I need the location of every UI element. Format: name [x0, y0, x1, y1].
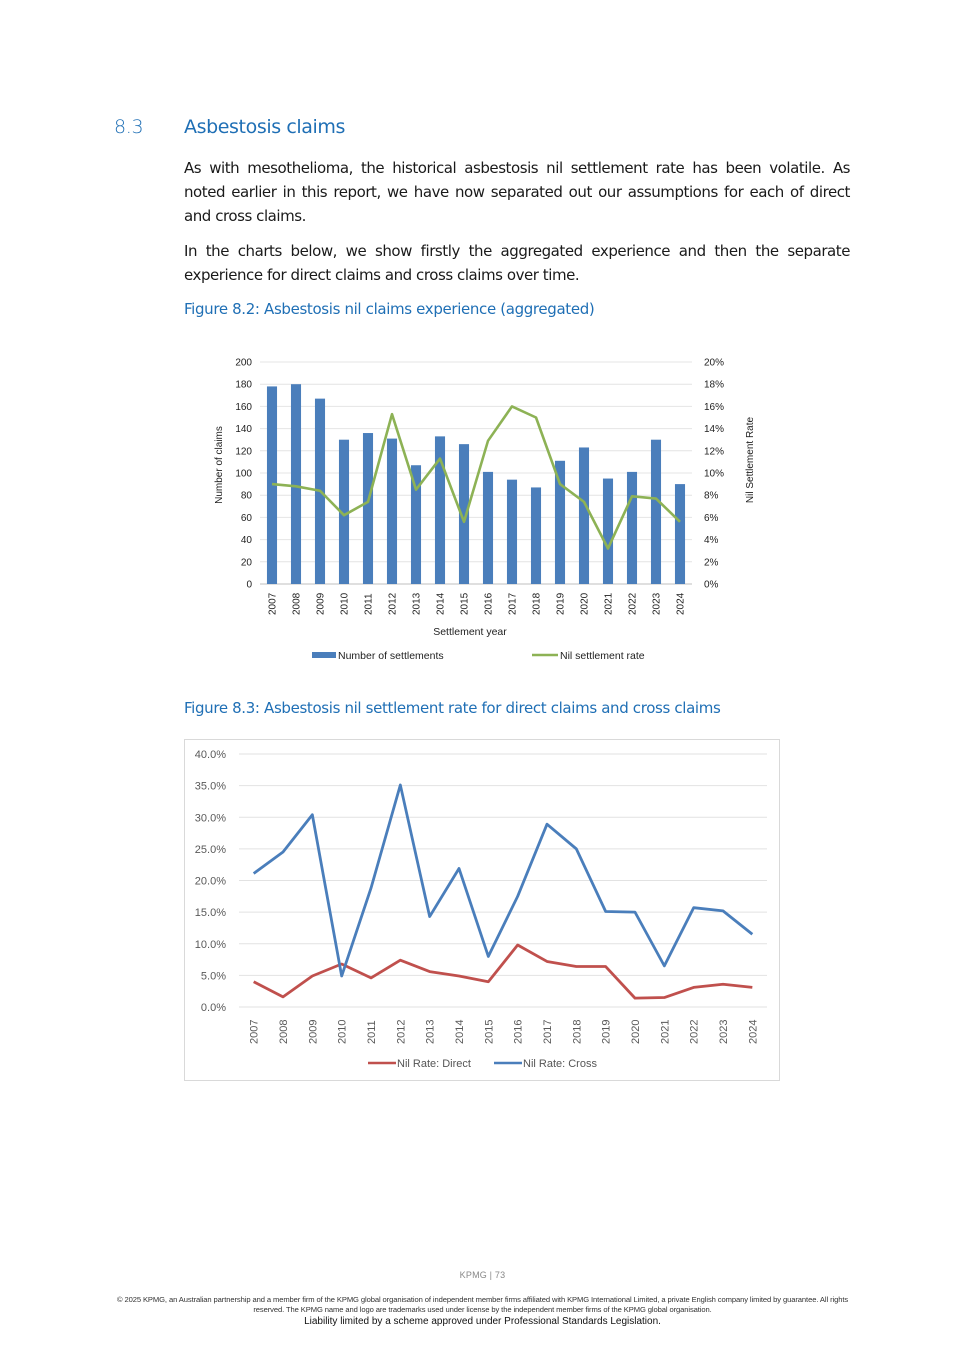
c2-x-tick-label: 2023 — [718, 1019, 730, 1044]
c1-y2-tick-label: 20% — [704, 357, 725, 369]
c1-x-tick-label: 2022 — [627, 592, 639, 615]
c1-bar-2008 — [291, 384, 301, 584]
c2-x-tick-label: 2018 — [571, 1019, 584, 1044]
c2-x-tick-label: 2010 — [336, 1019, 349, 1044]
c2-y-tick-label: 35.0% — [194, 780, 226, 793]
c1-bar-2012 — [387, 439, 397, 584]
c2-gridlines — [239, 754, 767, 1007]
c2-x-tick-label: 2019 — [600, 1019, 613, 1044]
c1-y-tick-label: 160 — [235, 401, 252, 413]
c1-bar-2018 — [531, 487, 541, 584]
figure-8-3-title: Figure 8.3: Asbestosis nil settlement rate for direct claims and cross claims — [184, 699, 721, 717]
c2-line-direct — [254, 945, 753, 998]
c2-x-axis-ticks — [249, 1020, 760, 1044]
c1-y2-axis-label: Nil Settlement Rate — [745, 416, 756, 504]
c2-y-tick-label: 20.0% — [194, 875, 226, 888]
c1-bar-2019 — [555, 461, 565, 584]
page-number: KPMG | 73 — [459, 1270, 506, 1280]
c2-y-axis-ticks — [195, 749, 226, 1014]
c2-legend-direct-label: Nil Rate: Direct — [397, 1058, 471, 1070]
c1-bar-2024 — [675, 484, 685, 584]
c2-y-tick-label: 25.0% — [194, 843, 226, 856]
c1-y-tick-label: 140 — [235, 424, 252, 436]
c2-x-tick-label: 2016 — [512, 1019, 525, 1044]
c1-x-tick-label: 2008 — [291, 592, 303, 615]
c1-x-tick-label: 2017 — [507, 592, 519, 615]
c2-legend-cross-label: Nil Rate: Cross — [523, 1058, 597, 1070]
c2-y-tick-label: 0.0% — [200, 1002, 226, 1014]
c1-y2-tick-label: 0% — [704, 579, 719, 591]
c2-y-tick-label: 15.0% — [194, 907, 226, 920]
c1-x-tick-label: 2021 — [603, 592, 615, 615]
c1-x-tick-label: 2011 — [363, 593, 375, 615]
c2-x-tick-label: 2012 — [395, 1019, 408, 1044]
c1-x-axis-ticks — [268, 592, 687, 615]
c1-y-tick-label: 80 — [240, 490, 252, 502]
section-title: Asbestosis claims — [184, 116, 345, 138]
c2-y-tick-label: 30.0% — [194, 812, 226, 825]
paragraph-charts: In the charts below, we show firstly the aggregated experience and then the separate experience for direct claims and cross claims over time. — [184, 242, 850, 284]
c1-y2-tick-label: 4% — [704, 535, 719, 547]
c1-y-tick-label: 20 — [240, 557, 252, 569]
c1-legend-bar-swatch — [312, 652, 336, 658]
c1-x-tick-label: 2014 — [435, 592, 447, 615]
c1-y-tick-label: 180 — [235, 379, 252, 391]
c2-x-tick-label: 2022 — [688, 1019, 701, 1044]
c1-left-axis-ticks — [235, 358, 252, 591]
c1-x-tick-label: 2024 — [675, 592, 687, 615]
c1-y-tick-label: 60 — [240, 512, 252, 524]
c1-bar-2016 — [483, 472, 493, 584]
c2-y-tick-label: 5.0% — [200, 970, 226, 983]
c1-legend-bar-label: Number of settlements — [338, 650, 444, 662]
c1-nil-rate-line — [272, 406, 680, 548]
c1-y-tick-label: 200 — [235, 357, 252, 369]
c2-x-tick-label: 2014 — [454, 1019, 466, 1044]
c1-bar-2023 — [651, 440, 661, 584]
c2-x-tick-label: 2009 — [307, 1019, 320, 1044]
c2-x-tick-label: 2011 — [366, 1020, 378, 1044]
c1-y2-tick-label: 10% — [704, 468, 725, 480]
c1-bar-2011 — [363, 433, 373, 584]
c1-y2-tick-label: 12% — [704, 446, 725, 458]
c1-y2-tick-label: 6% — [704, 512, 719, 524]
c1-x-tick-label: 2012 — [387, 592, 399, 615]
c1-bar-2022 — [627, 472, 637, 584]
c2-x-tick-label: 2020 — [630, 1019, 642, 1044]
aggregated-nil-claims-chart — [200, 345, 780, 675]
c2-x-tick-label: 2021 — [659, 1019, 672, 1044]
c2-x-tick-label: 2007 — [248, 1019, 261, 1044]
c1-x-tick-label: 2018 — [531, 592, 543, 615]
liability-notice: Liability limited by a scheme approved under Professional Standards Legislation. — [304, 1316, 661, 1327]
c1-bar-2020 — [579, 447, 589, 584]
direct-cross-nil-rate-chart — [184, 739, 780, 1081]
c1-x-tick-label: 2015 — [459, 592, 471, 615]
c2-y-tick-label: 10.0% — [194, 938, 226, 951]
c1-right-axis-ticks — [704, 358, 724, 591]
paragraph-intro: As with mesothelioma, the historical asbestosis nil settlement rate has been volatile. As noted earlier in this report, we have now separated out our assumptions for each of direct and cross claims. — [184, 159, 850, 225]
c2-x-tick-label: 2017 — [542, 1019, 554, 1044]
c1-x-tick-label: 2023 — [651, 592, 663, 615]
c2-legend — [368, 1058, 597, 1070]
c1-y-tick-label: 0 — [246, 579, 252, 591]
c1-y2-tick-label: 16% — [704, 401, 725, 413]
c1-x-tick-label: 2010 — [339, 592, 351, 615]
c1-x-tick-label: 2019 — [555, 592, 567, 615]
c1-bar-2021 — [603, 479, 613, 584]
c1-y-tick-label: 120 — [235, 446, 252, 458]
c1-y-tick-label: 40 — [240, 535, 252, 547]
c1-y-axis-label: Number of claims — [214, 426, 225, 504]
c1-x-tick-label: 2007 — [267, 592, 279, 615]
c1-y2-tick-label: 2% — [704, 557, 719, 569]
c1-x-tick-label: 2020 — [579, 592, 591, 615]
c1-legend-line-label: Nil settlement rate — [560, 650, 645, 662]
c1-y-tick-label: 100 — [235, 468, 252, 480]
c1-x-axis-label: Settlement year — [433, 626, 507, 638]
c1-x-tick-label: 2009 — [315, 592, 327, 615]
c1-x-tick-label: 2013 — [411, 592, 423, 615]
c2-x-tick-label: 2015 — [483, 1019, 496, 1044]
c2-y-tick-label: 40.0% — [194, 749, 226, 761]
c1-y2-tick-label: 8% — [704, 490, 719, 502]
section-number: 8.3 — [114, 116, 144, 138]
c2-x-tick-label: 2024 — [747, 1019, 760, 1044]
c1-y2-tick-label: 18% — [704, 379, 725, 391]
c1-nil-rate-polyline — [272, 406, 680, 548]
c2-x-tick-label: 2008 — [278, 1019, 290, 1044]
c1-bar-2017 — [507, 480, 517, 584]
c2-x-tick-label: 2013 — [424, 1019, 437, 1044]
c1-legend — [312, 650, 645, 662]
c1-y2-tick-label: 14% — [704, 424, 725, 436]
copyright-notice: © 2025 KPMG, an Australian partnership and a member firm of the KPMG global organisation of independent member firms affiliated with KPMG International Limited, a private English company limited by guarantee. All rights reserved. The KPMG name and logo are trademarks used under license by the independent member firms of the KPMG global organisation. — [116, 1295, 849, 1314]
figure-8-2-title: Figure 8.2: Asbestosis nil claims experience (aggregated) — [184, 300, 595, 318]
c1-x-tick-label: 2016 — [483, 592, 495, 615]
